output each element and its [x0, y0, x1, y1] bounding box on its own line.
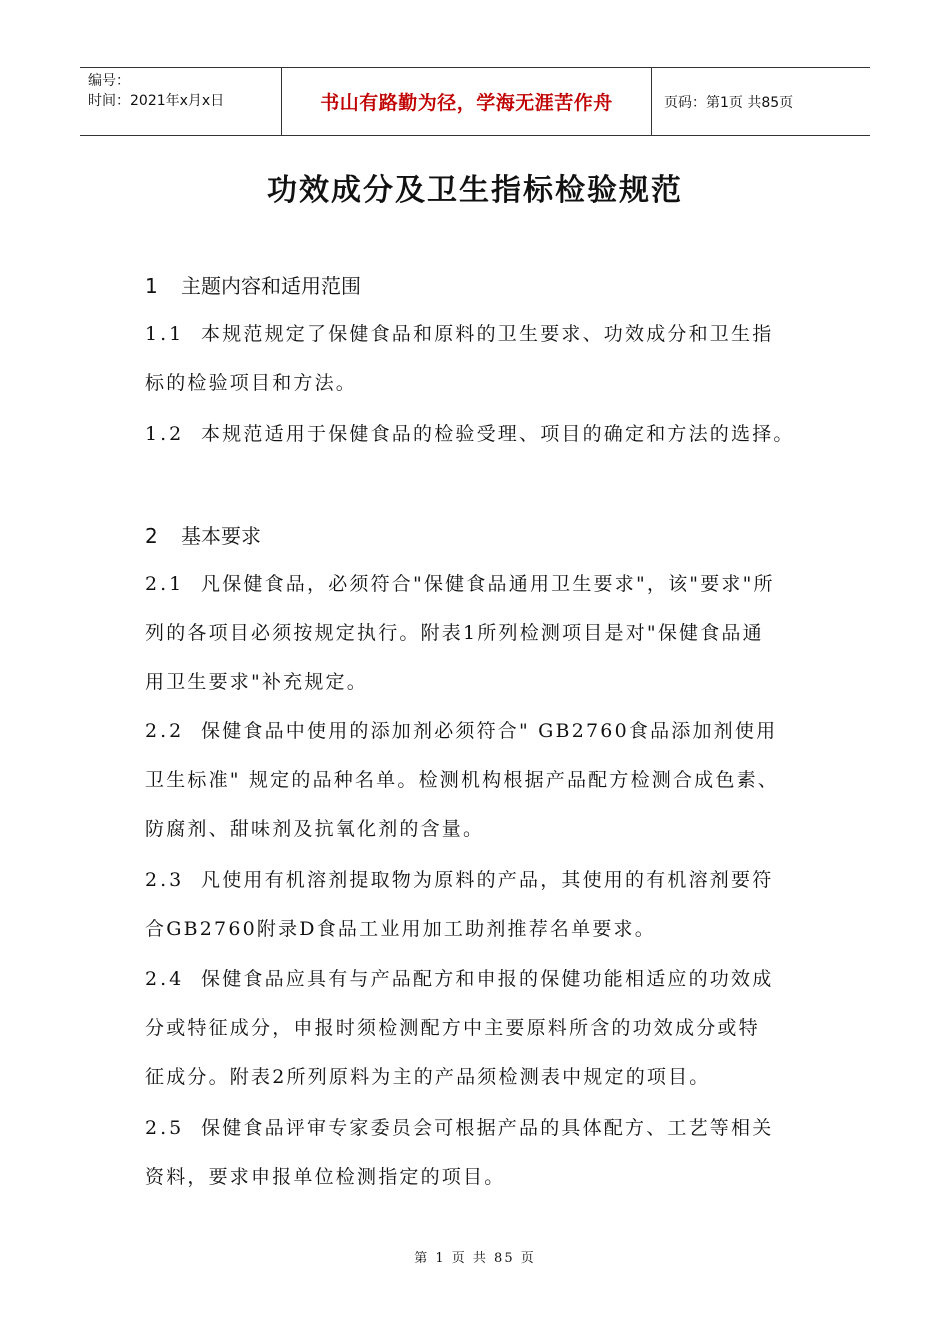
paragraph-line: 标的检验项目和方法。 — [145, 372, 358, 394]
paragraph-line: 资料，要求申报单位检测指定的项目。 — [145, 1166, 506, 1188]
paragraph-line: 保健食品应具有与产品配方和申报的保健功能相适应的功效成 — [201, 968, 774, 990]
header-meta — [80, 68, 282, 135]
page-footer: 第 1 页 共 85 页 — [414, 1251, 536, 1266]
paragraph-2-1 — [145, 560, 835, 707]
paragraph-line: 本规范规定了保健食品和原料的卫生要求、功效成分和卫生指 — [201, 323, 774, 345]
document-number-label: 编号： — [88, 73, 130, 89]
paragraph-line: 征成分。附表2所列原料为主的产品须检测表中规定的项目。 — [145, 1066, 711, 1088]
paragraph-line: 列的各项目必须按规定执行。附表1所列检测项目是对"保健食品通 — [145, 622, 764, 644]
paragraph-number: 2.2 — [145, 720, 185, 742]
header-motto: 书山有路勤为径，学海无涯苦作舟 — [282, 68, 652, 135]
paragraph-number: 2.4 — [145, 968, 185, 990]
paragraph-1-1 — [145, 310, 835, 408]
paragraph-line: 分或特征成分，申报时须检测配方中主要原料所含的功效成分或特 — [145, 1017, 760, 1039]
section-number: 1 — [145, 274, 158, 298]
paragraph-line: 合GB2760附录D食品工业用加工助剂推荐名单要求。 — [145, 918, 656, 940]
section-title: 主题内容和适用范围 — [181, 274, 361, 298]
page-header — [80, 67, 870, 136]
paragraph-line: 保健食品评审专家委员会可根据产品的具体配方、工艺等相关 — [201, 1117, 774, 1139]
section-number: 2 — [145, 524, 158, 548]
section-heading-2 — [145, 520, 261, 549]
paragraph-2-3 — [145, 856, 835, 954]
paragraph-line: 凡使用有机溶剂提取物为原料的产品，其使用的有机溶剂要符 — [201, 869, 774, 891]
paragraph-number: 2.1 — [145, 573, 185, 595]
paragraph-line: 凡保健食品，必须符合"保健食品通用卫生要求"，该"要求"所 — [201, 573, 775, 595]
paragraph-line: 用卫生要求"补充规定。 — [145, 671, 368, 693]
section-title: 基本要求 — [181, 524, 261, 548]
document-title: 功效成分及卫生指标检验规范 — [267, 173, 683, 208]
document-time-label: 时间：2021年x月x日 — [88, 93, 225, 109]
paragraph-number: 1.1 — [145, 323, 185, 345]
paragraph-number: 2.3 — [145, 869, 185, 891]
paragraph-line: 保健食品中使用的添加剂必须符合" GB2760食品添加剂使用 — [201, 720, 778, 742]
section-heading-1 — [145, 270, 361, 299]
paragraph-2-4 — [145, 955, 835, 1102]
paragraph-line: 防腐剂、甜味剂及抗氧化剂的含量。 — [145, 818, 485, 840]
paragraph-2-5 — [145, 1104, 835, 1202]
paragraph-line: 卫生标准" 规定的品种名单。检测机构根据产品配方检测合成色素、 — [145, 769, 779, 791]
paragraph-number: 1.2 — [145, 423, 185, 445]
paragraph-number: 2.5 — [145, 1117, 185, 1139]
paragraph-1-2 — [145, 410, 835, 459]
header-page-info: 页码：第1页 共85页 — [664, 94, 794, 111]
paragraph-line: 本规范适用于保健食品的检验受理、项目的确定和方法的选择。 — [201, 423, 795, 445]
paragraph-2-2 — [145, 707, 835, 854]
